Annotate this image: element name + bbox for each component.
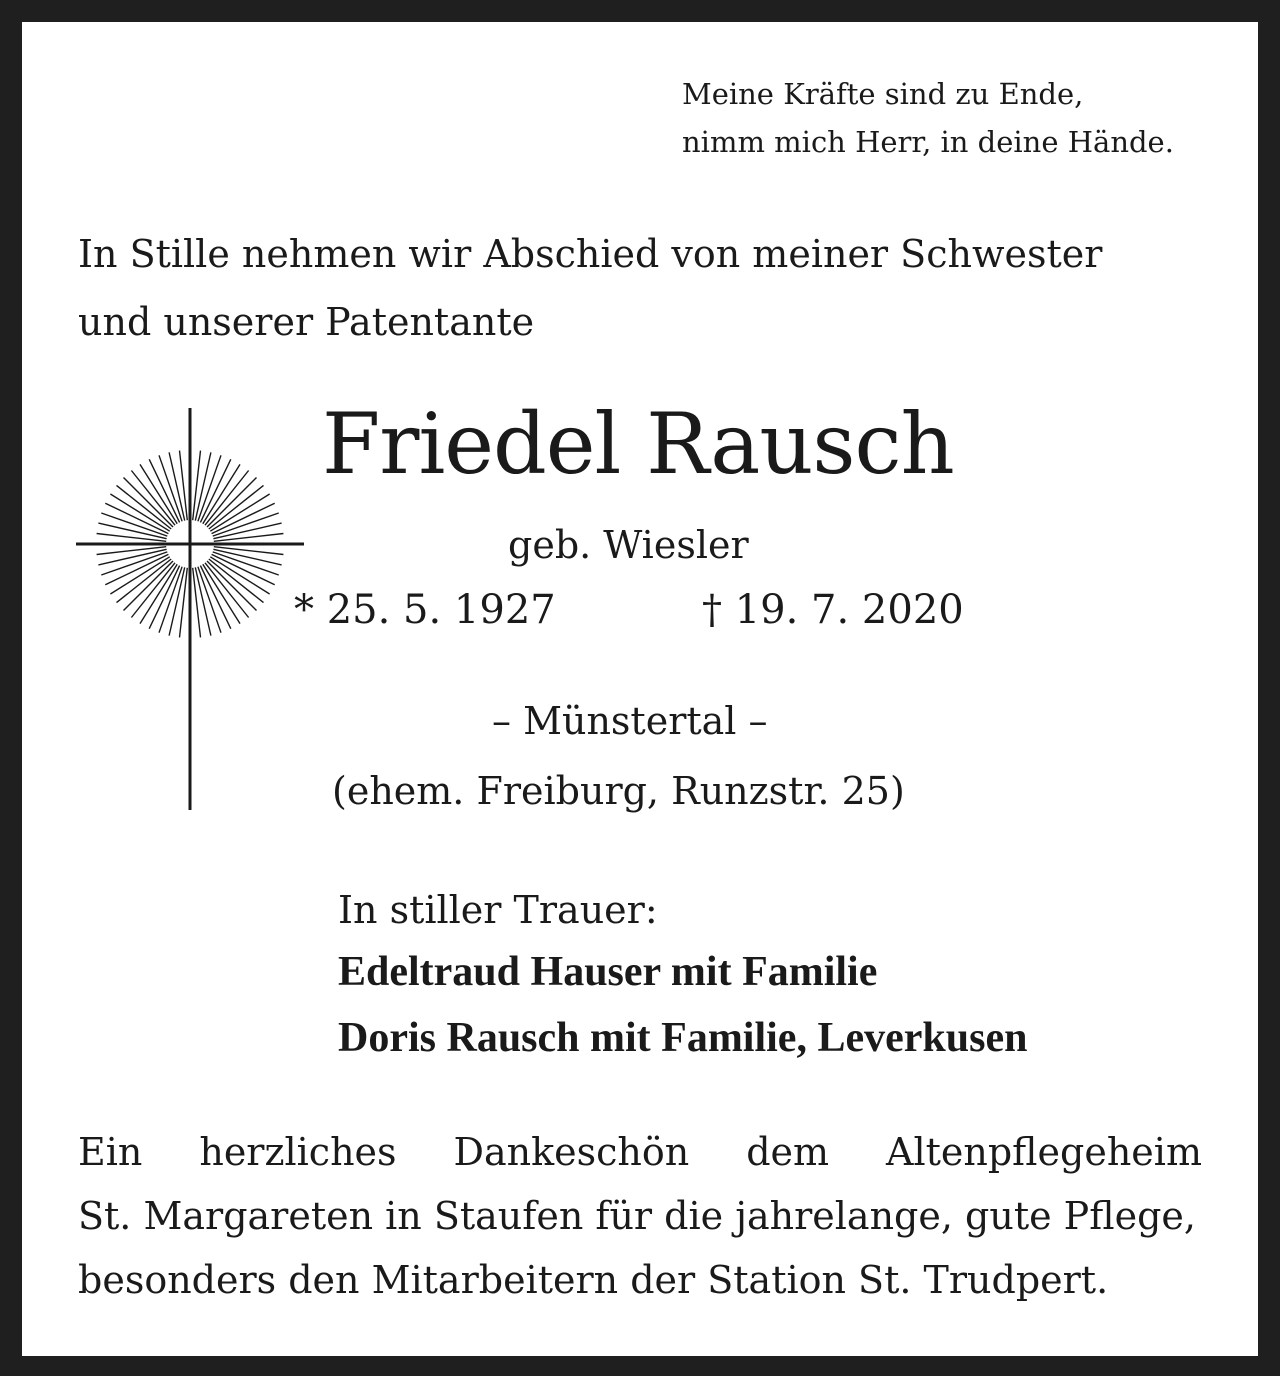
sunburst-ray bbox=[169, 567, 185, 635]
sunburst-ray bbox=[140, 464, 177, 523]
thanks-paragraph bbox=[78, 1120, 1202, 1312]
sunburst-ray bbox=[214, 547, 284, 555]
sunburst-ray bbox=[193, 568, 201, 638]
sunburst-ray bbox=[97, 534, 167, 542]
sunburst-ray bbox=[195, 452, 211, 520]
birth-date: * 25. 5. 1927 bbox=[294, 587, 556, 633]
place-of-residence: – Münstertal – bbox=[492, 699, 768, 743]
motto-line-1: Meine Kräfte sind zu Ende, bbox=[682, 77, 1084, 111]
deceased-name: Friedel Rausch bbox=[322, 395, 954, 493]
thanks-line-1 bbox=[78, 1120, 1202, 1184]
thanks-word: Altenpflegeheim bbox=[886, 1130, 1202, 1174]
intro-text bbox=[78, 220, 1102, 356]
sunburst-ray bbox=[203, 464, 240, 523]
sunburst-ray bbox=[169, 452, 185, 520]
intro-line-2: und unserer Patentante bbox=[78, 300, 535, 344]
sunburst-ray bbox=[213, 549, 281, 565]
sunburst-ray bbox=[98, 523, 166, 539]
motto-verse bbox=[682, 70, 1174, 166]
motto-line-2: nimm mich Herr, in deine Hände. bbox=[682, 125, 1174, 159]
sunburst-ray bbox=[195, 567, 211, 635]
intro-line-1: In Stille nehmen wir Abschied von meiner Schwester bbox=[78, 232, 1103, 276]
sunburst-ray bbox=[213, 523, 281, 539]
sunburst-ray bbox=[210, 494, 269, 531]
sunburst-ray bbox=[98, 549, 166, 565]
thanks-line-3: besonders den Mitarbeitern der Station St. Trudpert. bbox=[78, 1258, 1109, 1302]
thanks-line-2: St. Margareten in Staufen für die jahrelange, gute Pflege, bbox=[78, 1194, 1196, 1238]
sunburst-ray bbox=[110, 557, 169, 594]
thanks-word: dem bbox=[746, 1130, 830, 1174]
sunburst-ray bbox=[140, 564, 177, 623]
mourners-label: In stiller Trauer: bbox=[338, 888, 658, 932]
obituary-notice bbox=[22, 22, 1258, 1356]
sunburst-ray bbox=[110, 494, 169, 531]
sunburst-ray bbox=[207, 478, 257, 528]
maiden-name: geb. Wiesler bbox=[508, 523, 749, 567]
thanks-word: Dankeschön bbox=[453, 1130, 690, 1174]
mourner-name: Edeltraud Hauser mit Familie bbox=[338, 949, 878, 995]
sunburst-ray bbox=[180, 451, 188, 521]
sunburst-ray bbox=[193, 451, 201, 521]
sunburst-ray bbox=[97, 547, 167, 555]
cross-with-sunburst-icon bbox=[76, 408, 304, 810]
sunburst-ray bbox=[124, 561, 174, 611]
sunburst-ray bbox=[207, 561, 257, 611]
sunburst-ray bbox=[180, 568, 188, 638]
sunburst-ray bbox=[203, 564, 240, 623]
mourner-name: Doris Rausch mit Familie, Leverkusen bbox=[338, 1015, 1028, 1061]
sunburst-ray bbox=[210, 557, 269, 594]
sunburst-ray bbox=[124, 478, 174, 528]
thanks-word: herzliches bbox=[199, 1130, 397, 1174]
thanks-word: Ein bbox=[78, 1130, 143, 1174]
previous-address: (ehem. Freiburg, Runzstr. 25) bbox=[332, 769, 905, 813]
death-date: † 19. 7. 2020 bbox=[702, 587, 964, 633]
sunburst-ray bbox=[214, 534, 284, 542]
